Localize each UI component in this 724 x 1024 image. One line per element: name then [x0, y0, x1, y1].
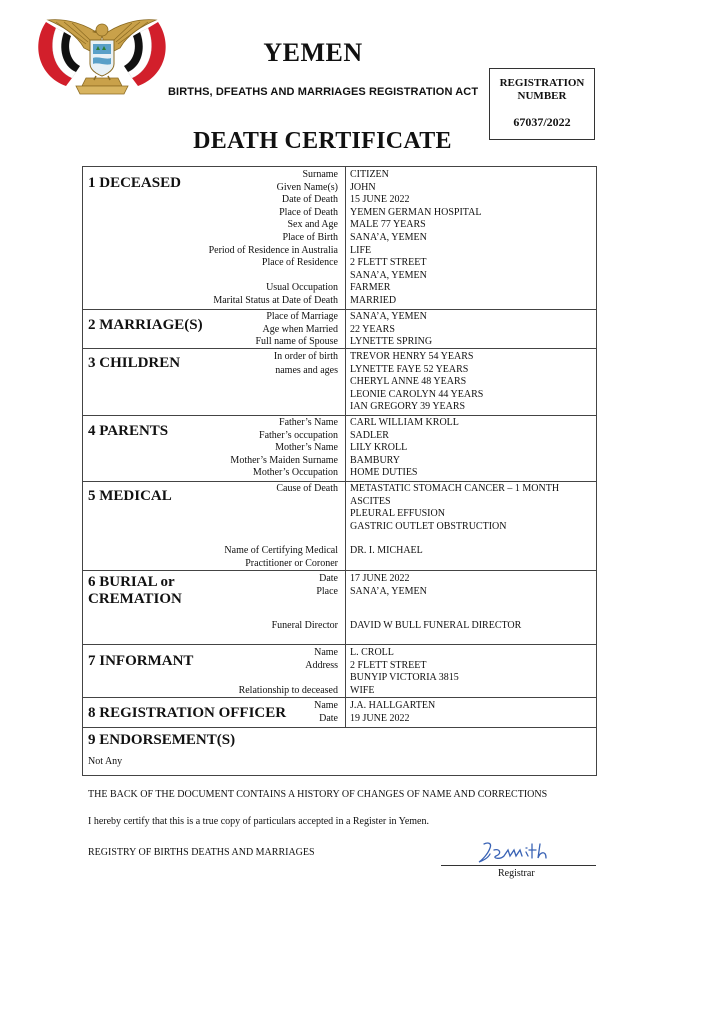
field-label: Marital Status at Date of Death — [213, 295, 338, 306]
field-label: Cause of Death — [276, 483, 338, 494]
field-value: LIFE — [350, 244, 372, 256]
field-label: Mother’s Name — [275, 442, 338, 454]
field-value: LYNETTE SPRING — [350, 336, 433, 348]
section-heading: 3 CHILDREN — [88, 355, 181, 371]
field-value: 2 FLETT STREET — [350, 257, 427, 269]
field-value: PLEURAL EFFUSION — [350, 508, 445, 520]
field-value: LYNETTE FAYE 52 YEARS — [350, 363, 469, 375]
field-label: Usual Occupation — [266, 282, 338, 294]
field-label: Father’s occupation — [259, 429, 338, 441]
endorsement-text: Not Any — [88, 756, 123, 767]
field-value: SANA’A, YEMEN — [350, 232, 427, 243]
field-label: Period of Residence in Australia — [208, 244, 338, 256]
field-value: CARL WILLIAM KROLL — [350, 417, 459, 428]
field-value: METASTATIC STOMACH CANCER – 1 MONTH — [350, 483, 560, 494]
field-label: In order of birth — [273, 351, 338, 362]
section-heading: 6 BURIAL or — [88, 574, 175, 590]
field-value: LEONIE CAROLYN 44 YEARS — [350, 388, 484, 400]
section-burial — [83, 571, 596, 645]
field-value: DAVID W BULL FUNERAL DIRECTOR — [350, 620, 522, 631]
registration-act: BIRTHS, DFEATHS AND MARRIAGES REGISTRATION ACT — [168, 86, 479, 98]
field-label: Sex and Age — [287, 219, 338, 231]
section-medical — [83, 482, 596, 571]
field-value: JOHN — [350, 181, 376, 193]
section-informant — [83, 645, 596, 698]
field-label: Place of Marriage — [266, 311, 338, 322]
field-label: Father’s Name — [279, 417, 338, 428]
field-value: BAMBURY — [350, 454, 401, 466]
field-value: GASTRIC OUTLET OBSTRUCTION — [350, 520, 507, 532]
country-title: YEMEN — [263, 38, 363, 67]
field-value: LILY KROLL — [350, 442, 408, 454]
field-value: SANA’A, YEMEN — [350, 586, 427, 597]
field-label: Surname — [302, 169, 338, 180]
field-value: CITIZEN — [350, 169, 389, 180]
field-label: Name — [314, 647, 338, 658]
field-label: Address — [305, 659, 338, 671]
field-value: 17 JUNE 2022 — [350, 573, 410, 584]
field-label: Name of Certifying Medical — [224, 545, 338, 556]
section-heading: CREMATION — [88, 591, 182, 607]
section-deceased — [83, 167, 596, 310]
field-label: Date — [319, 573, 338, 584]
field-value: YEMEN GERMAN HOSPITAL — [350, 206, 482, 218]
section-heading: 8 REGISTRATION OFFICER — [88, 705, 287, 721]
field-value: MALE 77 YEARS — [350, 219, 426, 231]
field-value: IAN GREGORY 39 YEARS — [350, 401, 466, 413]
field-label: Place of Death — [279, 206, 338, 218]
registration-number: 67037/2022 — [513, 115, 571, 129]
section-registration-officer — [83, 698, 596, 728]
field-value: SADLER — [350, 429, 389, 441]
section-heading: 4 PARENTS — [88, 423, 169, 439]
field-label: Mother’s Maiden Surname — [230, 454, 338, 466]
field-label: Place — [316, 586, 338, 597]
registration-label-1: REGISTRATION — [499, 77, 585, 89]
field-label: Age when Married — [262, 323, 338, 335]
field-value: L. CROLL — [350, 647, 394, 658]
section-children — [83, 349, 596, 416]
certificate-table — [82, 166, 597, 776]
back-of-document-notice: THE BACK OF THE DOCUMENT CONTAINS A HISTORY OF CHANGES OF NAME AND CORRECTIONS — [88, 789, 548, 800]
section-endorsements — [83, 728, 596, 775]
field-label: Funeral Director — [271, 620, 338, 631]
document-title: DEATH CERTIFICATE — [193, 128, 452, 154]
field-value: MARRIED — [350, 295, 397, 306]
section-heading: 7 INFORMANT — [88, 653, 194, 669]
field-label: Date — [319, 713, 338, 724]
section-heading: 5 MEDICAL — [88, 488, 172, 504]
field-value: J.A. HALLGARTEN — [350, 700, 436, 711]
field-value: 19 JUNE 2022 — [350, 713, 410, 724]
section-marriage — [83, 310, 596, 349]
field-value: 15 JUNE 2022 — [350, 194, 410, 206]
registrar-label: Registrar — [498, 868, 535, 879]
field-value: FARMER — [350, 282, 391, 294]
registration-label-2: NUMBER — [517, 90, 567, 102]
field-label: Place of Residence — [261, 257, 338, 269]
field-label: Practitioner or Coroner — [245, 557, 338, 569]
field-label: Place of Birth — [282, 232, 338, 243]
certification-statement: I hereby certify that this is a true copy of particulars accepted in a Register in Yemen. — [88, 816, 429, 827]
section-heading: 9 ENDORSEMENT(S) — [88, 732, 236, 748]
section-heading: 1 DECEASED — [88, 175, 181, 191]
field-value: TREVOR HENRY 54 YEARS — [350, 351, 474, 362]
field-value: WIFE — [350, 684, 375, 696]
field-value: BUNYIP VICTORIA 3815 — [350, 672, 459, 684]
field-value: 22 YEARS — [350, 323, 395, 335]
field-value: HOME DUTIES — [350, 467, 418, 479]
field-value: DR. I. MICHAEL — [350, 545, 423, 556]
field-value: SANA’A, YEMEN — [350, 269, 427, 281]
registry-name: REGISTRY OF BIRTHS DEATHS AND MARRIAGES — [88, 847, 315, 858]
field-label: Date of Death — [281, 194, 338, 206]
registrar-signature — [476, 840, 566, 866]
signature-line — [441, 865, 596, 866]
field-value: 2 FLETT STREET — [350, 659, 427, 671]
field-label: Name — [314, 700, 338, 711]
field-label: Relationship to deceased — [238, 684, 338, 696]
field-value: ASCITES — [350, 495, 391, 507]
field-value: CHERYL ANNE 48 YEARS — [350, 376, 467, 388]
field-label: Full name of Spouse — [255, 336, 338, 348]
field-label: Mother’s Occupation — [252, 467, 338, 479]
section-parents — [83, 416, 596, 482]
field-label: Given Name(s) — [276, 181, 338, 193]
field-label: names and ages — [275, 365, 338, 376]
field-value: SANA’A, YEMEN — [350, 311, 427, 322]
section-heading: 2 MARRIAGE(S) — [88, 317, 203, 333]
